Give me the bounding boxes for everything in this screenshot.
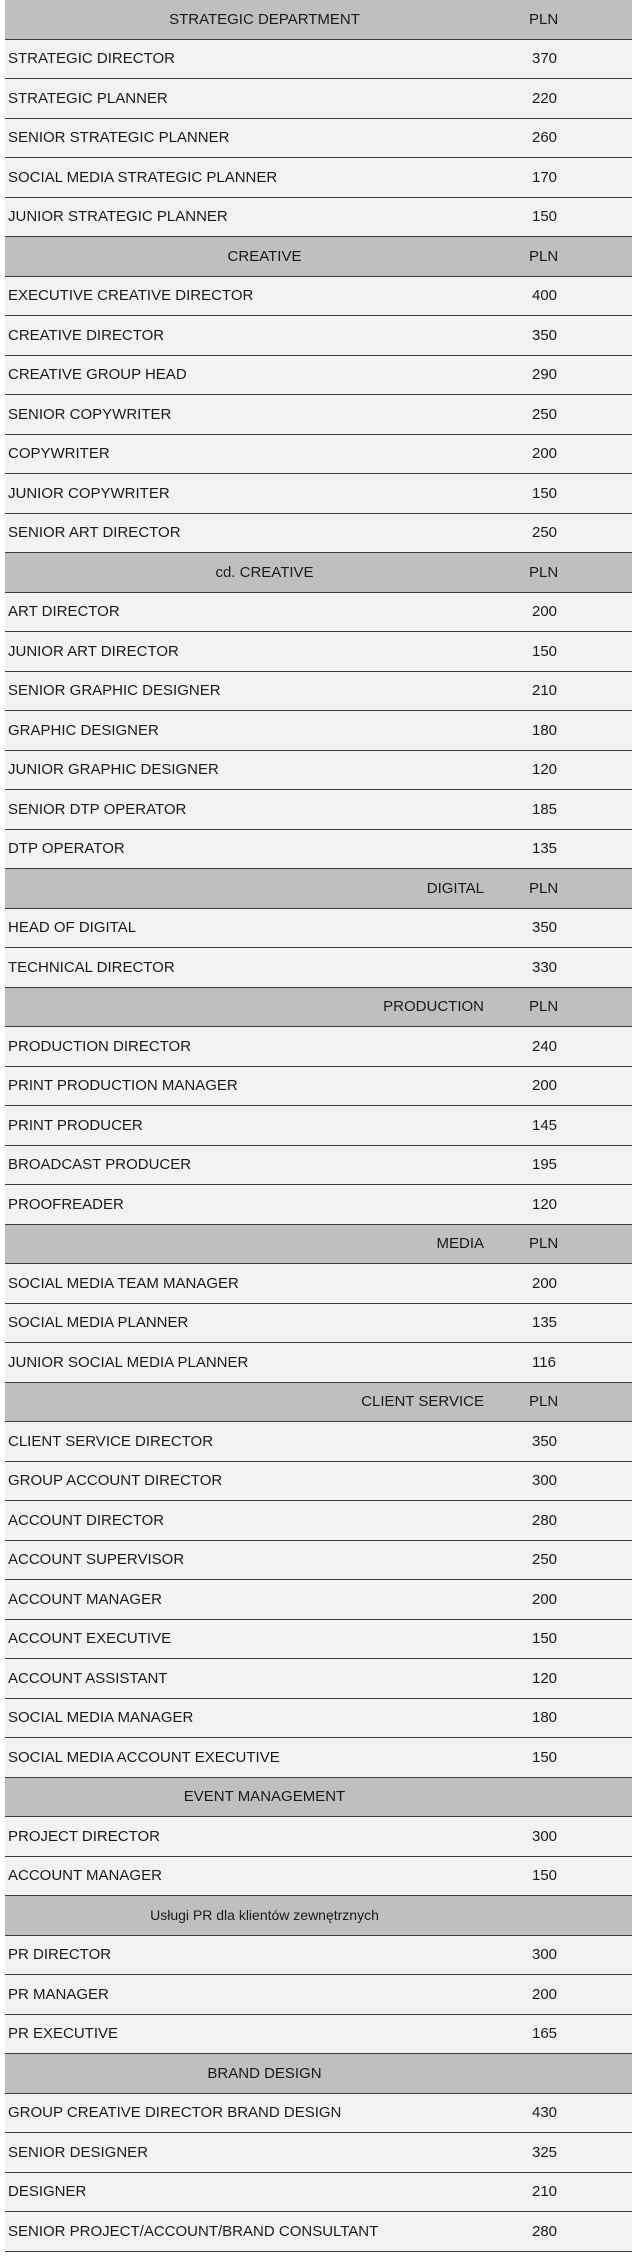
position-name: ART DIRECTOR	[8, 603, 120, 621]
position-name: SENIOR STRATEGIC PLANNER	[8, 129, 230, 147]
section-header	[5, 553, 632, 593]
rate-value: 150	[532, 1630, 558, 1648]
rate-value: 240	[532, 1037, 558, 1055]
table-row	[5, 198, 632, 238]
position-name: PROOFREADER	[8, 1195, 124, 1213]
section-title: BRAND DESIGN	[207, 2064, 322, 2082]
section-header	[5, 988, 632, 1028]
section-header	[5, 1383, 632, 1423]
section-header	[5, 237, 632, 277]
position-name: GRAPHIC DESIGNER	[8, 721, 159, 739]
position-name: BROADCAST PRODUCER	[8, 1156, 192, 1174]
position-name: ACCOUNT ASSISTANT	[8, 1669, 168, 1687]
table-row	[5, 1738, 632, 1778]
table-row	[5, 790, 632, 830]
table-row	[5, 1620, 632, 1660]
currency-label: PLN	[529, 879, 559, 897]
rate-value: 195	[532, 1156, 558, 1174]
table-row	[5, 593, 632, 633]
rate-value: 135	[532, 840, 558, 858]
table-row	[5, 1541, 632, 1581]
rate-value: 200	[532, 1077, 558, 1095]
table-row	[5, 1264, 632, 1304]
rate-value: 120	[532, 1669, 558, 1687]
table-row	[5, 514, 632, 554]
section-title: Usługi PR dla klientów zewnętrznych	[150, 1907, 379, 1924]
section-title: cd. CREATIVE	[215, 563, 314, 581]
table-row	[5, 632, 632, 672]
table-row	[5, 1106, 632, 1146]
rate-value: 180	[532, 721, 558, 739]
position-name: CREATIVE GROUP HEAD	[8, 366, 187, 384]
rate-value: 180	[532, 1709, 558, 1727]
table-row	[5, 1304, 632, 1344]
table-row	[5, 1817, 632, 1857]
table-row	[5, 1501, 632, 1541]
table-row	[5, 711, 632, 751]
rate-value: 250	[532, 524, 558, 542]
section-header	[5, 2054, 632, 2094]
rate-value: 200	[532, 1590, 558, 1608]
table-row	[5, 1422, 632, 1462]
table-row	[5, 2133, 632, 2173]
position-name: SENIOR GRAPHIC DESIGNER	[8, 682, 221, 700]
position-name: JUNIOR SOCIAL MEDIA PLANNER	[8, 1353, 249, 1371]
rate-value: 290	[532, 366, 558, 384]
rate-value: 350	[532, 919, 558, 937]
position-name: GROUP ACCOUNT DIRECTOR	[8, 1472, 223, 1490]
rate-value: 250	[532, 1551, 558, 1569]
position-name: SOCIAL MEDIA STRATEGIC PLANNER	[8, 168, 278, 186]
rate-value: 350	[532, 1432, 558, 1450]
position-name: EXECUTIVE CREATIVE DIRECTOR	[8, 287, 254, 305]
position-name: SENIOR ART DIRECTOR	[8, 524, 181, 542]
rate-value: 400	[532, 287, 558, 305]
table-row	[5, 948, 632, 988]
table-row	[5, 2173, 632, 2213]
position-name: JUNIOR STRATEGIC PLANNER	[8, 208, 228, 226]
section-header	[5, 1778, 632, 1818]
position-name: PR DIRECTOR	[8, 1946, 112, 1964]
position-name: JUNIOR COPYWRITER	[8, 484, 170, 502]
table-row	[5, 435, 632, 475]
table-row	[5, 40, 632, 80]
rate-value: 200	[532, 1985, 558, 2003]
rate-value: 120	[532, 1195, 558, 1213]
position-name: COPYWRITER	[8, 445, 110, 463]
table-row	[5, 672, 632, 712]
position-name: CLIENT SERVICE DIRECTOR	[8, 1432, 214, 1450]
section-title: DIGITAL	[426, 879, 484, 897]
rate-value: 200	[532, 445, 558, 463]
table-row	[5, 395, 632, 435]
table-row	[5, 277, 632, 317]
section-header	[5, 869, 632, 909]
rate-value: 280	[532, 2222, 558, 2240]
section-header	[5, 1225, 632, 1265]
position-name: ACCOUNT MANAGER	[8, 1590, 162, 1608]
table-row	[5, 316, 632, 356]
position-name: PRINT PRODUCTION MANAGER	[8, 1077, 238, 1095]
table-row	[5, 1027, 632, 1067]
table-row	[5, 158, 632, 198]
table-row	[5, 1975, 632, 2015]
section-title: PRODUCTION	[383, 998, 484, 1016]
rate-value: 150	[532, 484, 558, 502]
rate-value: 120	[532, 761, 558, 779]
rate-value: 150	[532, 1867, 558, 1885]
position-name: PRINT PRODUCER	[8, 1116, 143, 1134]
rate-value: 220	[532, 89, 558, 107]
table-row	[5, 830, 632, 870]
section-title: CREATIVE	[227, 247, 302, 265]
table-row	[5, 1699, 632, 1739]
position-name: ACCOUNT SUPERVISOR	[8, 1551, 185, 1569]
table-row	[5, 1343, 632, 1383]
currency-label: PLN	[529, 247, 559, 265]
rate-value: 250	[532, 405, 558, 423]
rate-value: 150	[532, 642, 558, 660]
rate-value: 145	[532, 1116, 558, 1134]
rate-table	[5, 0, 632, 2252]
table-row	[5, 1067, 632, 1107]
position-name: ACCOUNT EXECUTIVE	[8, 1630, 172, 1648]
table-row	[5, 1146, 632, 1186]
table-row	[5, 2015, 632, 2055]
position-name: PROJECT DIRECTOR	[8, 1827, 160, 1845]
currency-label: PLN	[529, 1393, 559, 1411]
position-name: PR MANAGER	[8, 1985, 109, 2003]
rate-value: 200	[532, 603, 558, 621]
rate-value: 135	[532, 1314, 558, 1332]
position-name: PRODUCTION DIRECTOR	[8, 1037, 192, 1055]
rate-value: 300	[532, 1472, 558, 1490]
rate-value: 300	[532, 1827, 558, 1845]
position-name: PR EXECUTIVE	[8, 2025, 119, 2043]
rate-value: 210	[532, 2183, 558, 2201]
table-row	[5, 474, 632, 514]
position-name: GROUP CREATIVE DIRECTOR BRAND DESIGN	[8, 2104, 342, 2122]
position-name: HEAD OF DIGITAL	[8, 919, 137, 937]
rate-value: 280	[532, 1511, 558, 1529]
position-name: SENIOR DESIGNER	[8, 2143, 149, 2161]
table-row	[5, 1185, 632, 1225]
currency-label: PLN	[529, 10, 559, 28]
table-row	[5, 79, 632, 119]
table-row	[5, 119, 632, 159]
position-name: SOCIAL MEDIA TEAM MANAGER	[8, 1274, 239, 1292]
table-row	[5, 1659, 632, 1699]
position-name: SOCIAL MEDIA PLANNER	[8, 1314, 189, 1332]
section-header	[5, 1896, 632, 1936]
position-name: SOCIAL MEDIA MANAGER	[8, 1709, 194, 1727]
position-name: SENIOR DTP OPERATOR	[8, 800, 187, 818]
rate-value: 185	[532, 800, 558, 818]
position-name: STRATEGIC PLANNER	[8, 89, 168, 107]
position-name: ACCOUNT MANAGER	[8, 1867, 162, 1885]
table-row	[5, 356, 632, 396]
rate-value: 150	[532, 208, 558, 226]
table-row	[5, 1857, 632, 1897]
position-name: ACCOUNT DIRECTOR	[8, 1511, 165, 1529]
position-name: JUNIOR ART DIRECTOR	[8, 642, 179, 660]
rate-value: 210	[532, 682, 558, 700]
position-name: DTP OPERATOR	[8, 840, 125, 858]
rate-value: 370	[532, 50, 558, 68]
rate-value: 165	[532, 2025, 558, 2043]
table-row	[5, 909, 632, 949]
rate-value: 116	[532, 1353, 556, 1371]
position-name: CREATIVE DIRECTOR	[8, 326, 165, 344]
section-title: MEDIA	[436, 1235, 484, 1253]
position-name: JUNIOR GRAPHIC DESIGNER	[8, 761, 219, 779]
section-header	[5, 0, 632, 40]
table-row	[5, 2212, 632, 2252]
position-name: TECHNICAL DIRECTOR	[8, 958, 175, 976]
rate-value: 170	[532, 168, 558, 186]
section-title: EVENT MANAGEMENT	[183, 1788, 346, 1806]
section-title: CLIENT SERVICE	[361, 1393, 484, 1411]
table-row	[5, 1580, 632, 1620]
rate-value: 330	[532, 958, 558, 976]
rate-value: 325	[532, 2143, 558, 2161]
position-name: DESIGNER	[8, 2183, 87, 2201]
position-name: SENIOR PROJECT/ACCOUNT/BRAND CONSULTANT	[8, 2222, 379, 2240]
position-name: STRATEGIC DIRECTOR	[8, 50, 175, 68]
rate-value: 350	[532, 326, 558, 344]
table-row	[5, 1462, 632, 1502]
rate-value: 200	[532, 1274, 558, 1292]
position-name: SOCIAL MEDIA ACCOUNT EXECUTIVE	[8, 1748, 280, 1766]
rate-value: 300	[532, 1946, 558, 1964]
table-row	[5, 1936, 632, 1976]
rate-value: 260	[532, 129, 558, 147]
currency-label: PLN	[529, 1235, 559, 1253]
section-title: STRATEGIC DEPARTMENT	[169, 10, 360, 28]
table-row	[5, 751, 632, 791]
table-row	[5, 2094, 632, 2134]
rate-value: 430	[532, 2104, 558, 2122]
currency-label: PLN	[529, 998, 559, 1016]
position-name: SENIOR COPYWRITER	[8, 405, 172, 423]
currency-label: PLN	[529, 563, 559, 581]
rate-value: 150	[532, 1748, 558, 1766]
